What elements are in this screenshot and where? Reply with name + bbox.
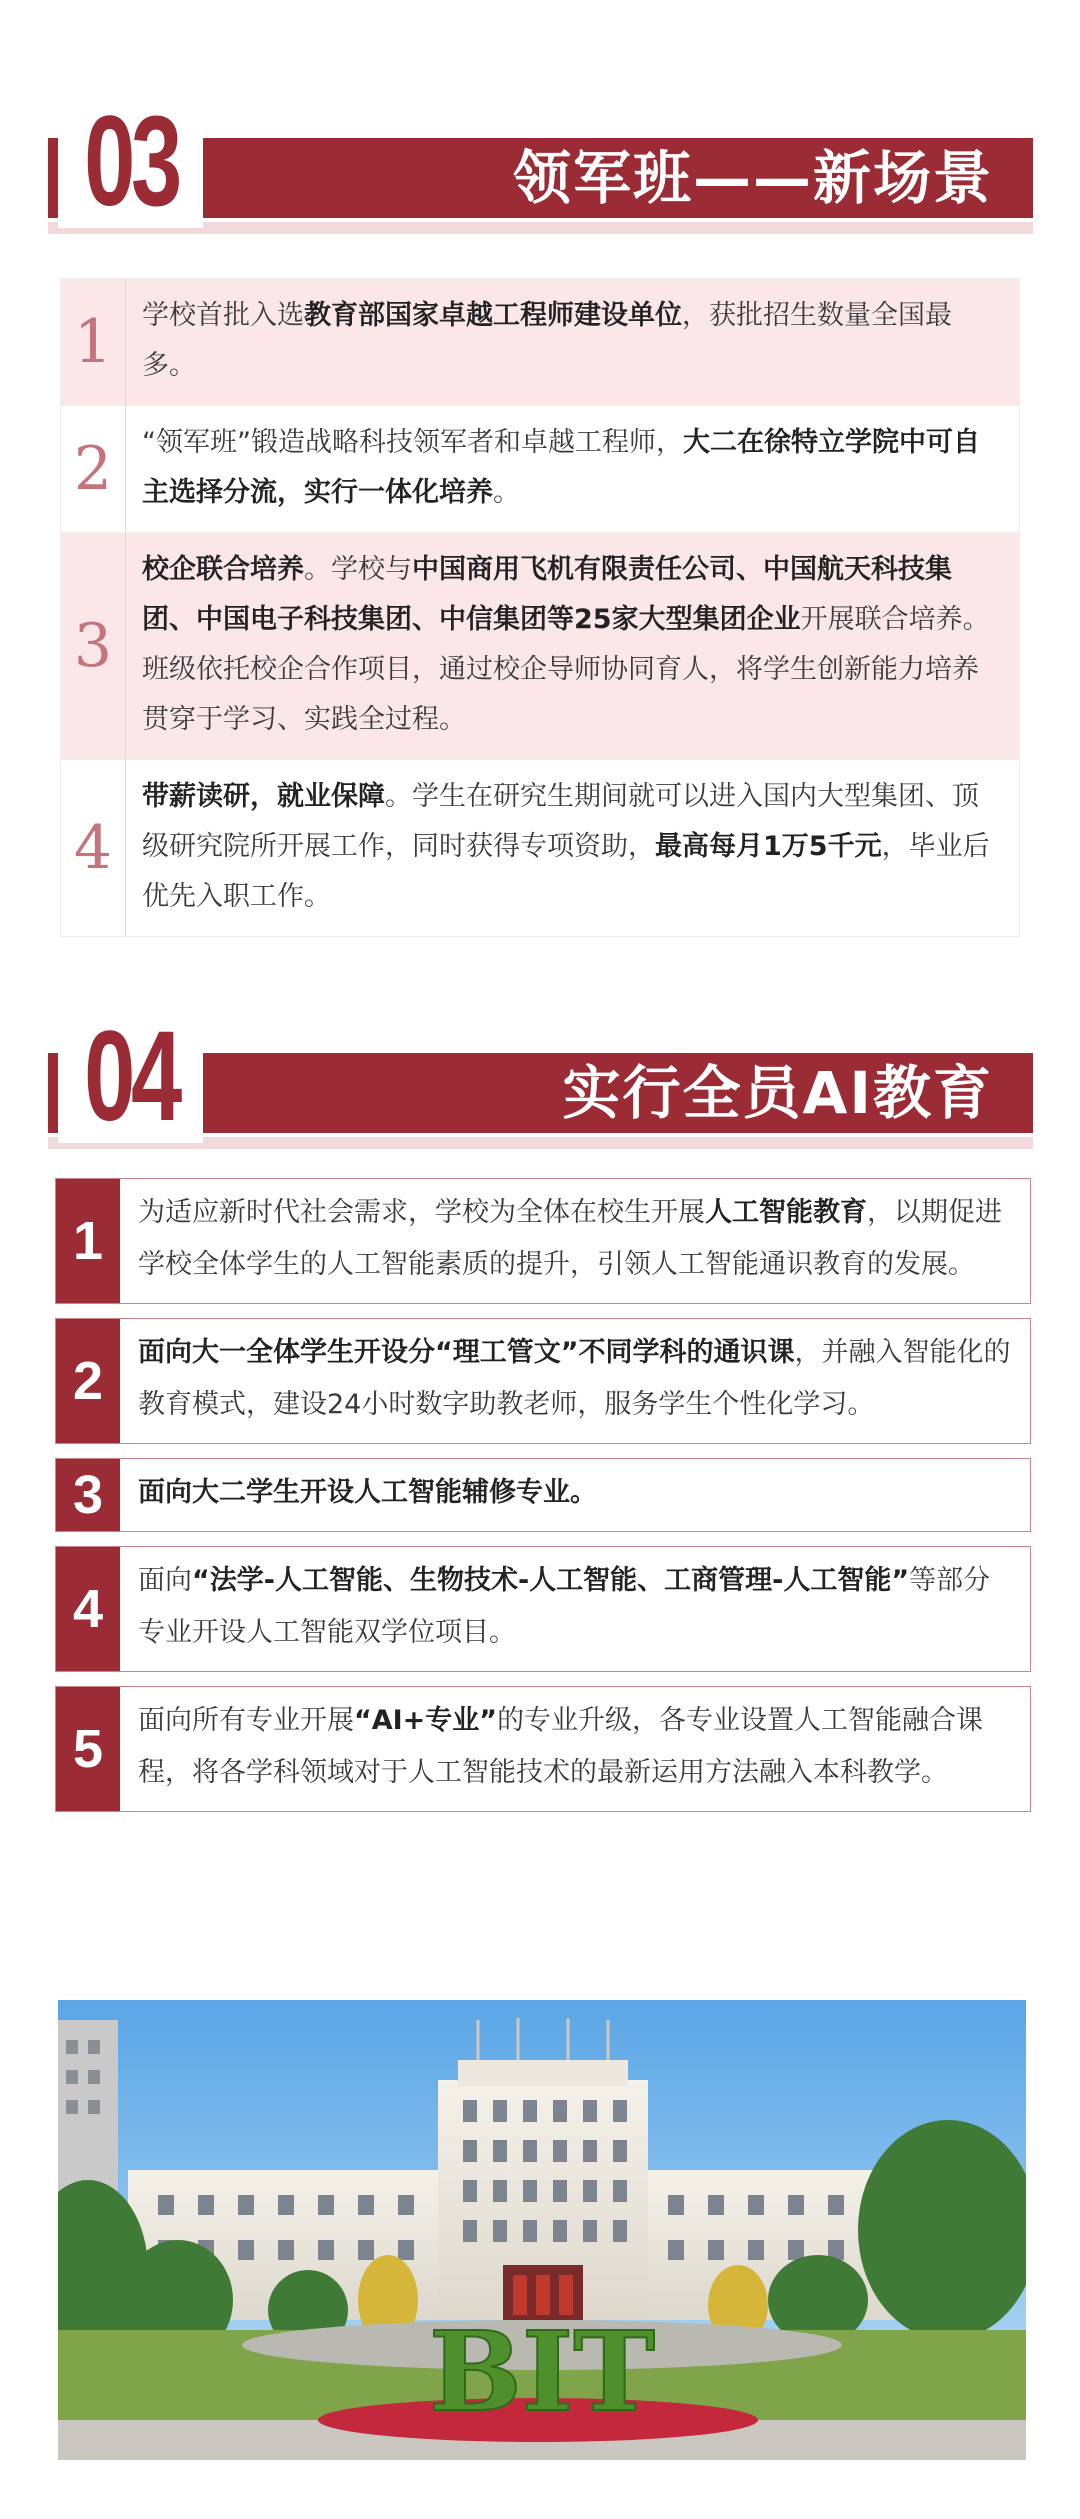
section-03-list xyxy=(60,278,1020,937)
item-text xyxy=(120,1179,1030,1303)
item-number: 1 xyxy=(61,279,126,405)
section-title: 领军班——新场景 xyxy=(512,144,993,212)
section-number: 03 xyxy=(84,90,178,233)
section-03-header xyxy=(48,90,1033,250)
body-text: 。学生在研究生期间就可以进入国内大型集团、顶级研究院所开展工作，同时获得专项资助， xyxy=(142,781,979,862)
item-text xyxy=(126,279,1019,405)
list-item xyxy=(55,1546,1031,1672)
emphasis-text: 校企联合培养 xyxy=(142,554,304,585)
list-item xyxy=(60,533,1020,760)
list-item xyxy=(55,1318,1031,1444)
item-text xyxy=(126,406,1019,532)
bit-sign: BIT xyxy=(428,2307,656,2436)
body-text: 的专业升级，各专业设置人工智能融合课程，将各学科领域对于人工智能技术的最新运用方法融入本科教学。 xyxy=(138,1705,984,1788)
item-number: 2 xyxy=(56,1319,120,1443)
body-text: 开展联合培养。班级依托校企合作项目，通过校企导师协同育人，将学生创新能力培养贯穿于学习、实践全过程。 xyxy=(142,604,990,735)
list-item xyxy=(55,1178,1031,1304)
emphasis-text: 教育部国家卓越工程师建设单位 xyxy=(304,300,682,331)
item-number: 4 xyxy=(56,1547,120,1671)
item-text xyxy=(126,760,1019,936)
emphasis-text: 人工智能教育 xyxy=(705,1197,867,1228)
emphasis-text: 大二在徐特立学院中可自主选择分流，实行一体化培养 xyxy=(142,427,980,508)
body-text: ，毕业后优先入职工作。 xyxy=(142,831,990,912)
item-text xyxy=(126,533,1019,759)
emphasis-text: 面向大一全体学生开设分“理工管文”不同学科的通识课 xyxy=(138,1337,795,1368)
list-item xyxy=(60,278,1020,406)
emphasis-text: “法学-人工智能、生物技术-人工智能、工商管理-人工智能” xyxy=(192,1565,910,1596)
body-text: 为适应新时代社会需求，学校为全体在校生开展 xyxy=(138,1197,705,1228)
list-item xyxy=(60,760,1020,937)
body-text: ，以期促进学校全体学生的人工智能素质的提升，引领人工智能通识教育的发展。 xyxy=(138,1197,1002,1280)
list-item xyxy=(55,1458,1031,1532)
list-item xyxy=(55,1686,1031,1812)
body-text: 面向 xyxy=(138,1565,192,1596)
section-title: 实行全员AI教育 xyxy=(562,1059,993,1127)
item-text xyxy=(120,1319,1030,1443)
item-text xyxy=(120,1459,1030,1531)
body-text: 等部分专业开设人工智能双学位项目。 xyxy=(138,1565,991,1648)
item-number: 3 xyxy=(61,533,126,759)
item-text xyxy=(120,1547,1030,1671)
emphasis-text: 带薪读研，就业保障 xyxy=(142,781,385,812)
section-04-header xyxy=(48,1005,1033,1165)
item-number: 3 xyxy=(56,1459,120,1531)
emphasis-text: 面向大二学生开设人工智能辅修专业。 xyxy=(138,1477,597,1508)
item-number: 4 xyxy=(61,760,126,936)
item-number: 1 xyxy=(56,1179,120,1303)
item-text xyxy=(120,1687,1030,1811)
body-text: 面向所有专业开展 xyxy=(138,1705,354,1736)
section-number: 04 xyxy=(84,1005,178,1148)
body-text: ，获批招生数量全国最多。 xyxy=(142,300,952,381)
body-text: “领军班”锻造战略科技领军者和卓越工程师， xyxy=(142,427,683,458)
campus-illustration xyxy=(58,2000,1026,2460)
body-text: 。 xyxy=(493,477,520,508)
body-text: ，并融入智能化的教育模式，建设24小时数字助教老师，服务学生个性化学习。 xyxy=(138,1337,1011,1420)
emphasis-text: 中国商用飞机有限责任公司、中国航天科技集团、中国电子科技集团、中信集团等25家大型集团企业 xyxy=(142,554,952,635)
item-number: 2 xyxy=(61,406,126,532)
body-text: 学校首批入选 xyxy=(142,300,304,331)
section-04-list xyxy=(55,1178,1031,1826)
item-number: 5 xyxy=(56,1687,120,1811)
body-text: 。学校与 xyxy=(304,554,412,585)
emphasis-text: 最高每月1万5千元 xyxy=(655,831,882,862)
campus-photo xyxy=(58,2000,1026,2460)
emphasis-text: “AI+专业” xyxy=(354,1705,498,1736)
list-item xyxy=(60,406,1020,533)
